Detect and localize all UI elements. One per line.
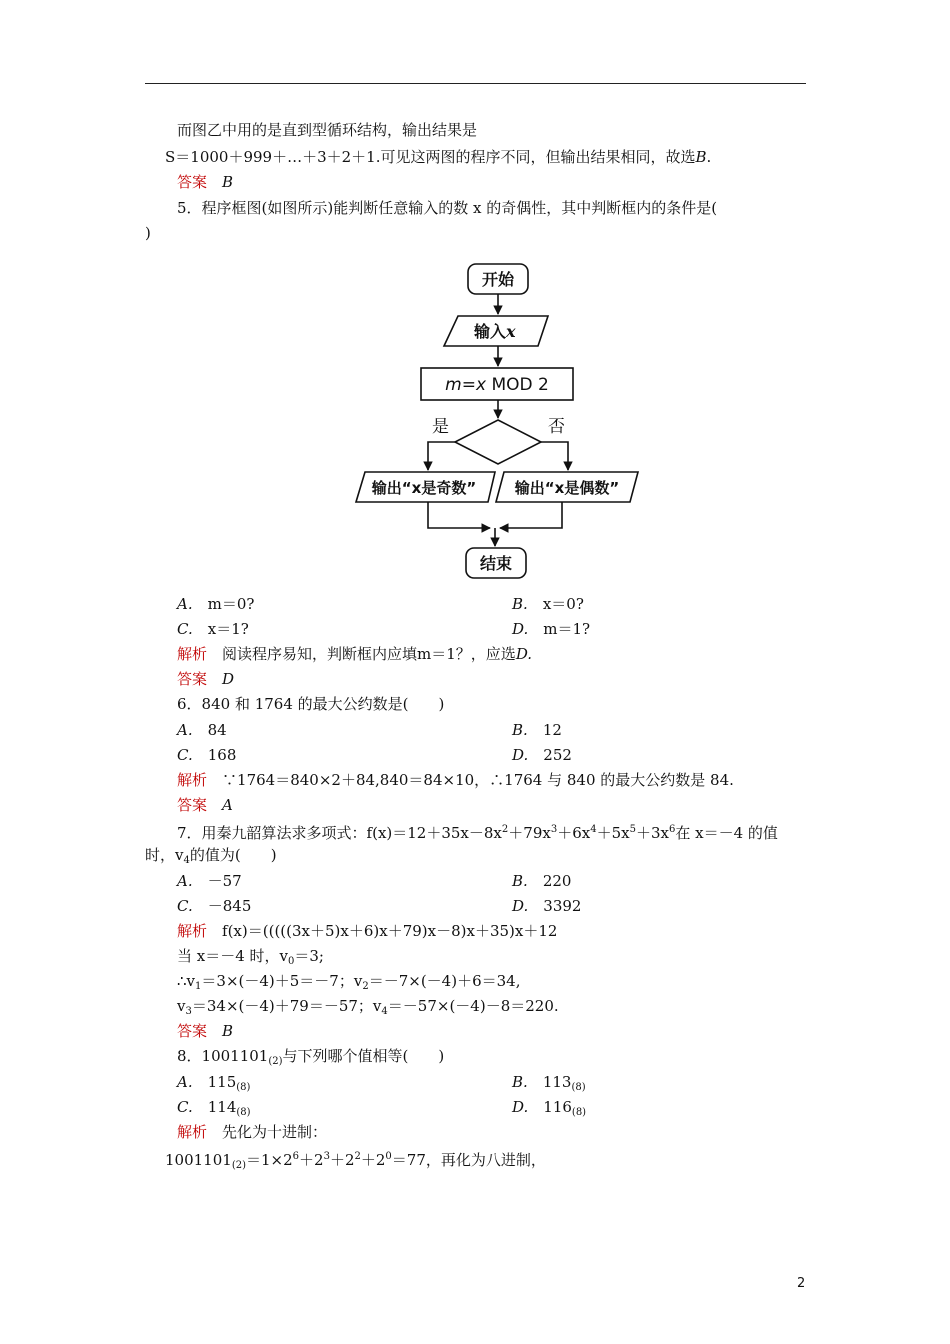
q7-option-a: A. －57 [177,872,242,890]
q7-answer: 答案 B [177,1022,234,1040]
q7-option-b: B. 220 [512,872,572,890]
prev-line-1: 而图乙中用的是直到型循环结构，输出结果是 [177,121,478,139]
end-label: 结束 [479,554,513,573]
q5-analysis: 解析 阅读程序易知，判断框内应填m＝1？，应选D. [177,645,533,663]
assign-label: m=x MOD 2 [445,375,549,395]
q8-option-d: D. $116_{(8)}$ [512,1098,587,1118]
output-even-label: 输出“x是偶数” [514,479,620,497]
q7-stem-line-2: 时，$v_4$的值为( ) [145,846,277,866]
q7-analysis: 解析 f(x)＝(((((3x＋5)x＋6)x＋79)x－8)x＋35)x＋12 [177,922,558,940]
q7-stem-line-1: 7．用秦九韶算法求多项式：$f(x)=12+35x-8x^2+79x^3+6x^4+5x^5+3x^6$在 x＝－4 的值 [177,824,778,842]
q6-stem: 6．840 和 1764 的最大公约数是( ) [177,695,445,713]
page-number: 2 [797,1276,806,1291]
prev-line-2: S＝1000＋999＋…＋3＋2＋1.可见这两图的程序不同，但输出结果相同，故选B. [165,148,712,166]
start-label: 开始 [481,270,515,289]
prev-answer: 答案 B [177,173,234,191]
q5-stem-line-2: ) [145,224,151,242]
no-label: 否 [548,417,565,437]
q6-option-c: C. 168 [177,746,237,764]
answer-label: 答案 [177,173,208,191]
q8-analysis: 解析 先化为十进制： [177,1123,328,1141]
q5-option-d: D. m＝1? [512,620,591,638]
output-odd-label: 输出“x是奇数” [371,479,477,497]
q7-work-3: $v_3=34\times(-4)+79=-57$；$v_4=-57\times(-4)-8=220$. [177,997,559,1017]
q5-flowchart [340,255,640,585]
q6-option-a: A. 84 [177,721,227,739]
q6-answer: 答案 A [177,796,233,814]
q8-option-c: C. $114_{(8)}$ [177,1098,251,1118]
q8-option-a: A. $115_{(8)}$ [177,1073,251,1093]
yes-label: 是 [432,417,449,437]
q7-work-1: 当 x＝－4 时，$v_0=3$; [177,947,324,967]
q6-analysis: 解析 ∵1764＝840×2＋84,840＝84×10，∴1764 与 840 的最大公约数是 84. [177,771,734,789]
q8-option-b: B. $113_{(8)}$ [512,1073,586,1093]
q8-work: $1001101_{(2)}=1\times 2^6+2^3+2^2+2^0=77$，再化为八进制， [165,1151,546,1171]
q5-option-a: A. m＝0? [177,595,255,613]
q6-option-b: B. 12 [512,721,562,739]
header-rule [145,83,806,84]
q5-answer: 答案 D [177,670,235,688]
q6-option-d: D. 252 [512,746,572,764]
q7-option-d: D. 3392 [512,897,582,915]
q7-option-c: C. －845 [177,897,252,915]
decision-diamond [455,420,541,464]
q7-work-2: $\therefore v_1=3\times(-4)+5=-7$；$v_2=-7\times(-4)+6=34$, [177,972,521,992]
q5-option-b: B. x＝0? [512,595,584,613]
q5-option-c: C. x＝1? [177,620,249,638]
q5-stem-line-1: 5．程序框图(如图所示)能判断任意输入的数 x 的奇偶性，其中判断框内的条件是( [177,199,718,217]
input-label: 输入x [474,322,516,341]
q8-stem: 8．$1001101_{(2)}$与下列哪个值相等( ) [177,1047,445,1067]
